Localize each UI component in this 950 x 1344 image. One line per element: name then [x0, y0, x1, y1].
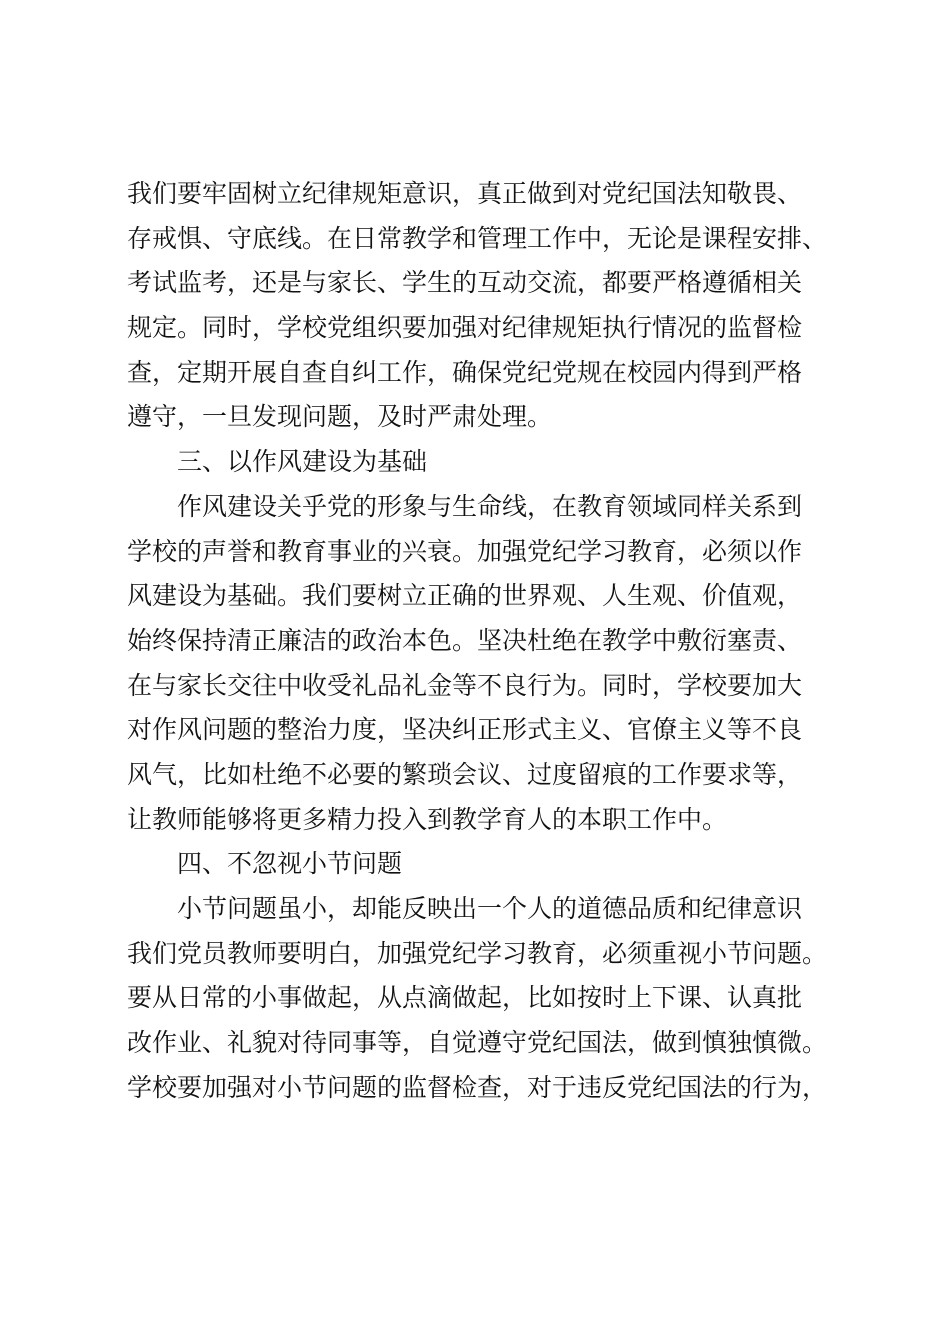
paragraph-line: 查，定期开展自查自纠工作，确保党纪党规在校园内得到严格: [127, 357, 803, 387]
paragraph-line: 规定。同时，学校党组织要加强对纪律规矩执行情况的监督检: [127, 313, 803, 343]
paragraph-line: 考试监考，还是与家长、学生的互动交流，都要严格遵循相关: [127, 268, 803, 298]
paragraph-line: 让教师能够将更多精力投入到教学育人的本职工作中。: [127, 804, 728, 834]
paragraph-line: 存戒惧、守底线。在日常教学和管理工作中，无论是课程安排、: [127, 223, 828, 253]
paragraph-line: 改作业、礼貌对待同事等，自觉遵守党纪国法，做到慎独慎微。: [127, 1028, 828, 1058]
paragraph-line-indented: 作风建设关乎党的形象与生命线，在教育领域同样关系到: [177, 491, 803, 521]
paragraph-line: 风建设为基础。我们要树立正确的世界观、人生观、价值观，: [127, 581, 803, 611]
paragraph-line-indented: 三、以作风建设为基础: [177, 447, 428, 477]
paragraph-line: 我们党员教师要明白，加强党纪学习教育，必须重视小节问题。: [127, 938, 828, 968]
paragraph-line: 对作风问题的整治力度，坚决纠正形式主义、官僚主义等不良: [127, 715, 803, 745]
paragraph-line-indented: 小节问题虽小，却能反映出一个人的道德品质和纪律意识: [177, 894, 803, 923]
paragraph-line: 在与家长交往中收受礼品礼金等不良行为。同时，学校要加大: [127, 670, 803, 700]
document-body: [127, 172, 847, 1110]
paragraph-line: 风气，比如杜绝不必要的繁琐会议、过度留痕的工作要求等，: [127, 759, 803, 789]
paragraph-line-indented: 四、不忽视小节问题: [177, 849, 403, 879]
paragraph-line: 要从日常的小事做起，从点滴做起，比如按时上下课、认真批: [127, 983, 803, 1013]
paragraph-line: 遵守，一旦发现问题，及时严肃处理。: [127, 402, 553, 432]
paragraph-line: 学校的声誉和教育事业的兴衰。加强党纪学习教育，必须以作: [127, 536, 803, 566]
paragraph-line: 始终保持清正廉洁的政治本色。坚决杜绝在教学中敷衍塞责、: [127, 625, 803, 655]
paragraph-line: 我们要牢固树立纪律规矩意识，真正做到对党纪国法知敬畏、: [127, 179, 803, 208]
paragraph-line: 学校要加强对小节问题的监督检查，对于违反党纪国法的行为，: [127, 1072, 828, 1102]
